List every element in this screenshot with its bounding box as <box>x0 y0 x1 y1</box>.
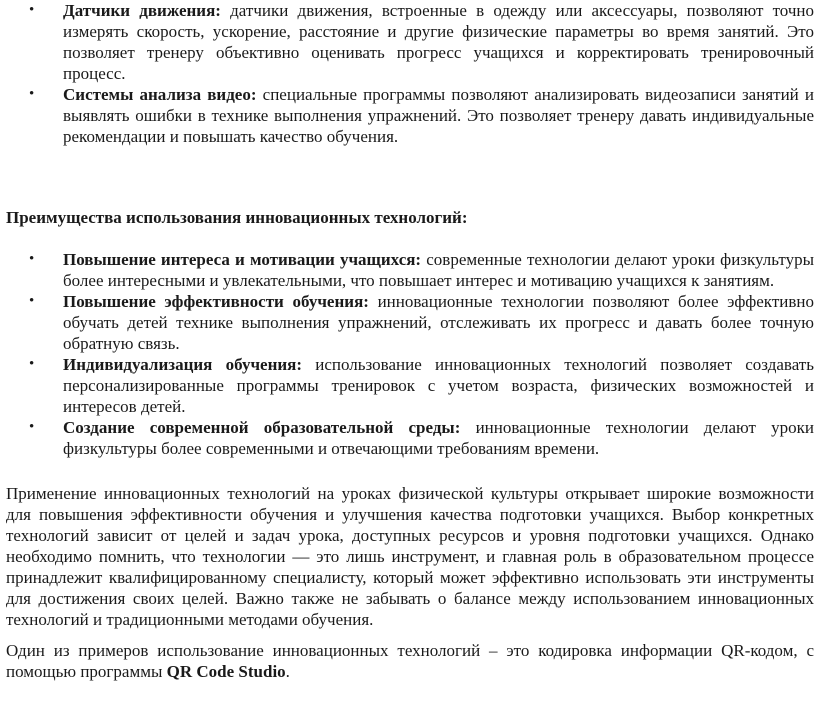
list-item <box>6 249 814 291</box>
conclusion-paragraph: Применение инновационных технологий на уроках физической культуры открывает широкие возможности для повышения эффективности обучения и улучшения качества подготовки учащихся. Выбор конкретных технологий зависит от целей и задач урока, доступных ресурсов и уровня подготовки учащихся. Однако необходимо помнить, что технологии — это лишь инструмент, и главная роль в образовательном процессе принадлежит квалифицированному специалисту, который может эффективно использовать эти инструменты для достижения своих целей. Важно также не забывать о балансе между использованием инновационных технологий и традиционными методами обучения. <box>6 484 814 629</box>
bullet-icon: • <box>29 86 35 102</box>
bullet-icon: • <box>29 356 35 372</box>
list-item-text: инновационные технологии позволяют более эффективно обучать детей технике выполнения упражнений, отслеживать их прогресс и давать более точную обратную связь. <box>63 292 814 353</box>
benefits-list <box>6 249 814 459</box>
list-item-text: инновационные технологии делают уроки физкультуры более современными и отвечающими требованиям времени. <box>63 418 814 458</box>
list-item-term: Повышение эффективности обучения: <box>63 292 369 311</box>
list-item-term: Индивидуализация обучения: <box>63 355 303 374</box>
list-item-text: современные технологии делают уроки физкультуры более интересными и увлекательными, что повышает интерес и мотивацию учащихся к занятиям. <box>63 250 814 290</box>
list-item-text: датчики движения, встроенные в одежду или аксессуары, позволяют точно измерять скорость, ускорение, расстояние и другие физические параметры во время занятий. Это позволяет тренеру объективно оценивать прогресс учащихся и корректировать тренировочный процесс. <box>63 1 814 83</box>
bullet-icon: • <box>29 251 35 267</box>
list-item-text: использование инновационных технологий позволяет создавать персонализированные программы тренировок с учетом возраста, физических возможностей и интересов детей. <box>63 355 814 416</box>
list-item-term: Датчики движения: <box>63 1 221 20</box>
section-heading: Преимущества использования инновационных технологий: <box>6 208 468 227</box>
list-item-text: специальные программы позволяют анализировать видеозаписи занятий и выявлять ошибки в технике выполнения упражнений. Это позволяет тренеру давать индивидуальные рекомендации и повышать качество обучения. <box>63 85 814 146</box>
qr-paragraph-text: Один из примеров использование инновационных технологий – это кодировка информации QR-кодом, с помощью программы <box>6 641 814 681</box>
sensor-list <box>6 0 814 147</box>
list-item-term: Повышение интереса и мотивации учащихся: <box>63 250 422 269</box>
qr-paragraph-end: . <box>285 662 290 681</box>
qr-program-name: QR Code Studio <box>166 662 286 681</box>
list-item <box>6 0 814 84</box>
list-item-term: Создание современной образовательной среды: <box>63 418 461 437</box>
list-item <box>6 417 814 459</box>
list-item <box>6 354 814 417</box>
list-item-term: Системы анализа видео: <box>63 85 257 104</box>
qr-paragraph <box>6 640 814 682</box>
list-item <box>6 291 814 354</box>
bullet-icon: • <box>29 2 35 18</box>
bullet-icon: • <box>29 293 35 309</box>
bullet-icon: • <box>29 419 35 435</box>
list-item <box>6 84 814 147</box>
